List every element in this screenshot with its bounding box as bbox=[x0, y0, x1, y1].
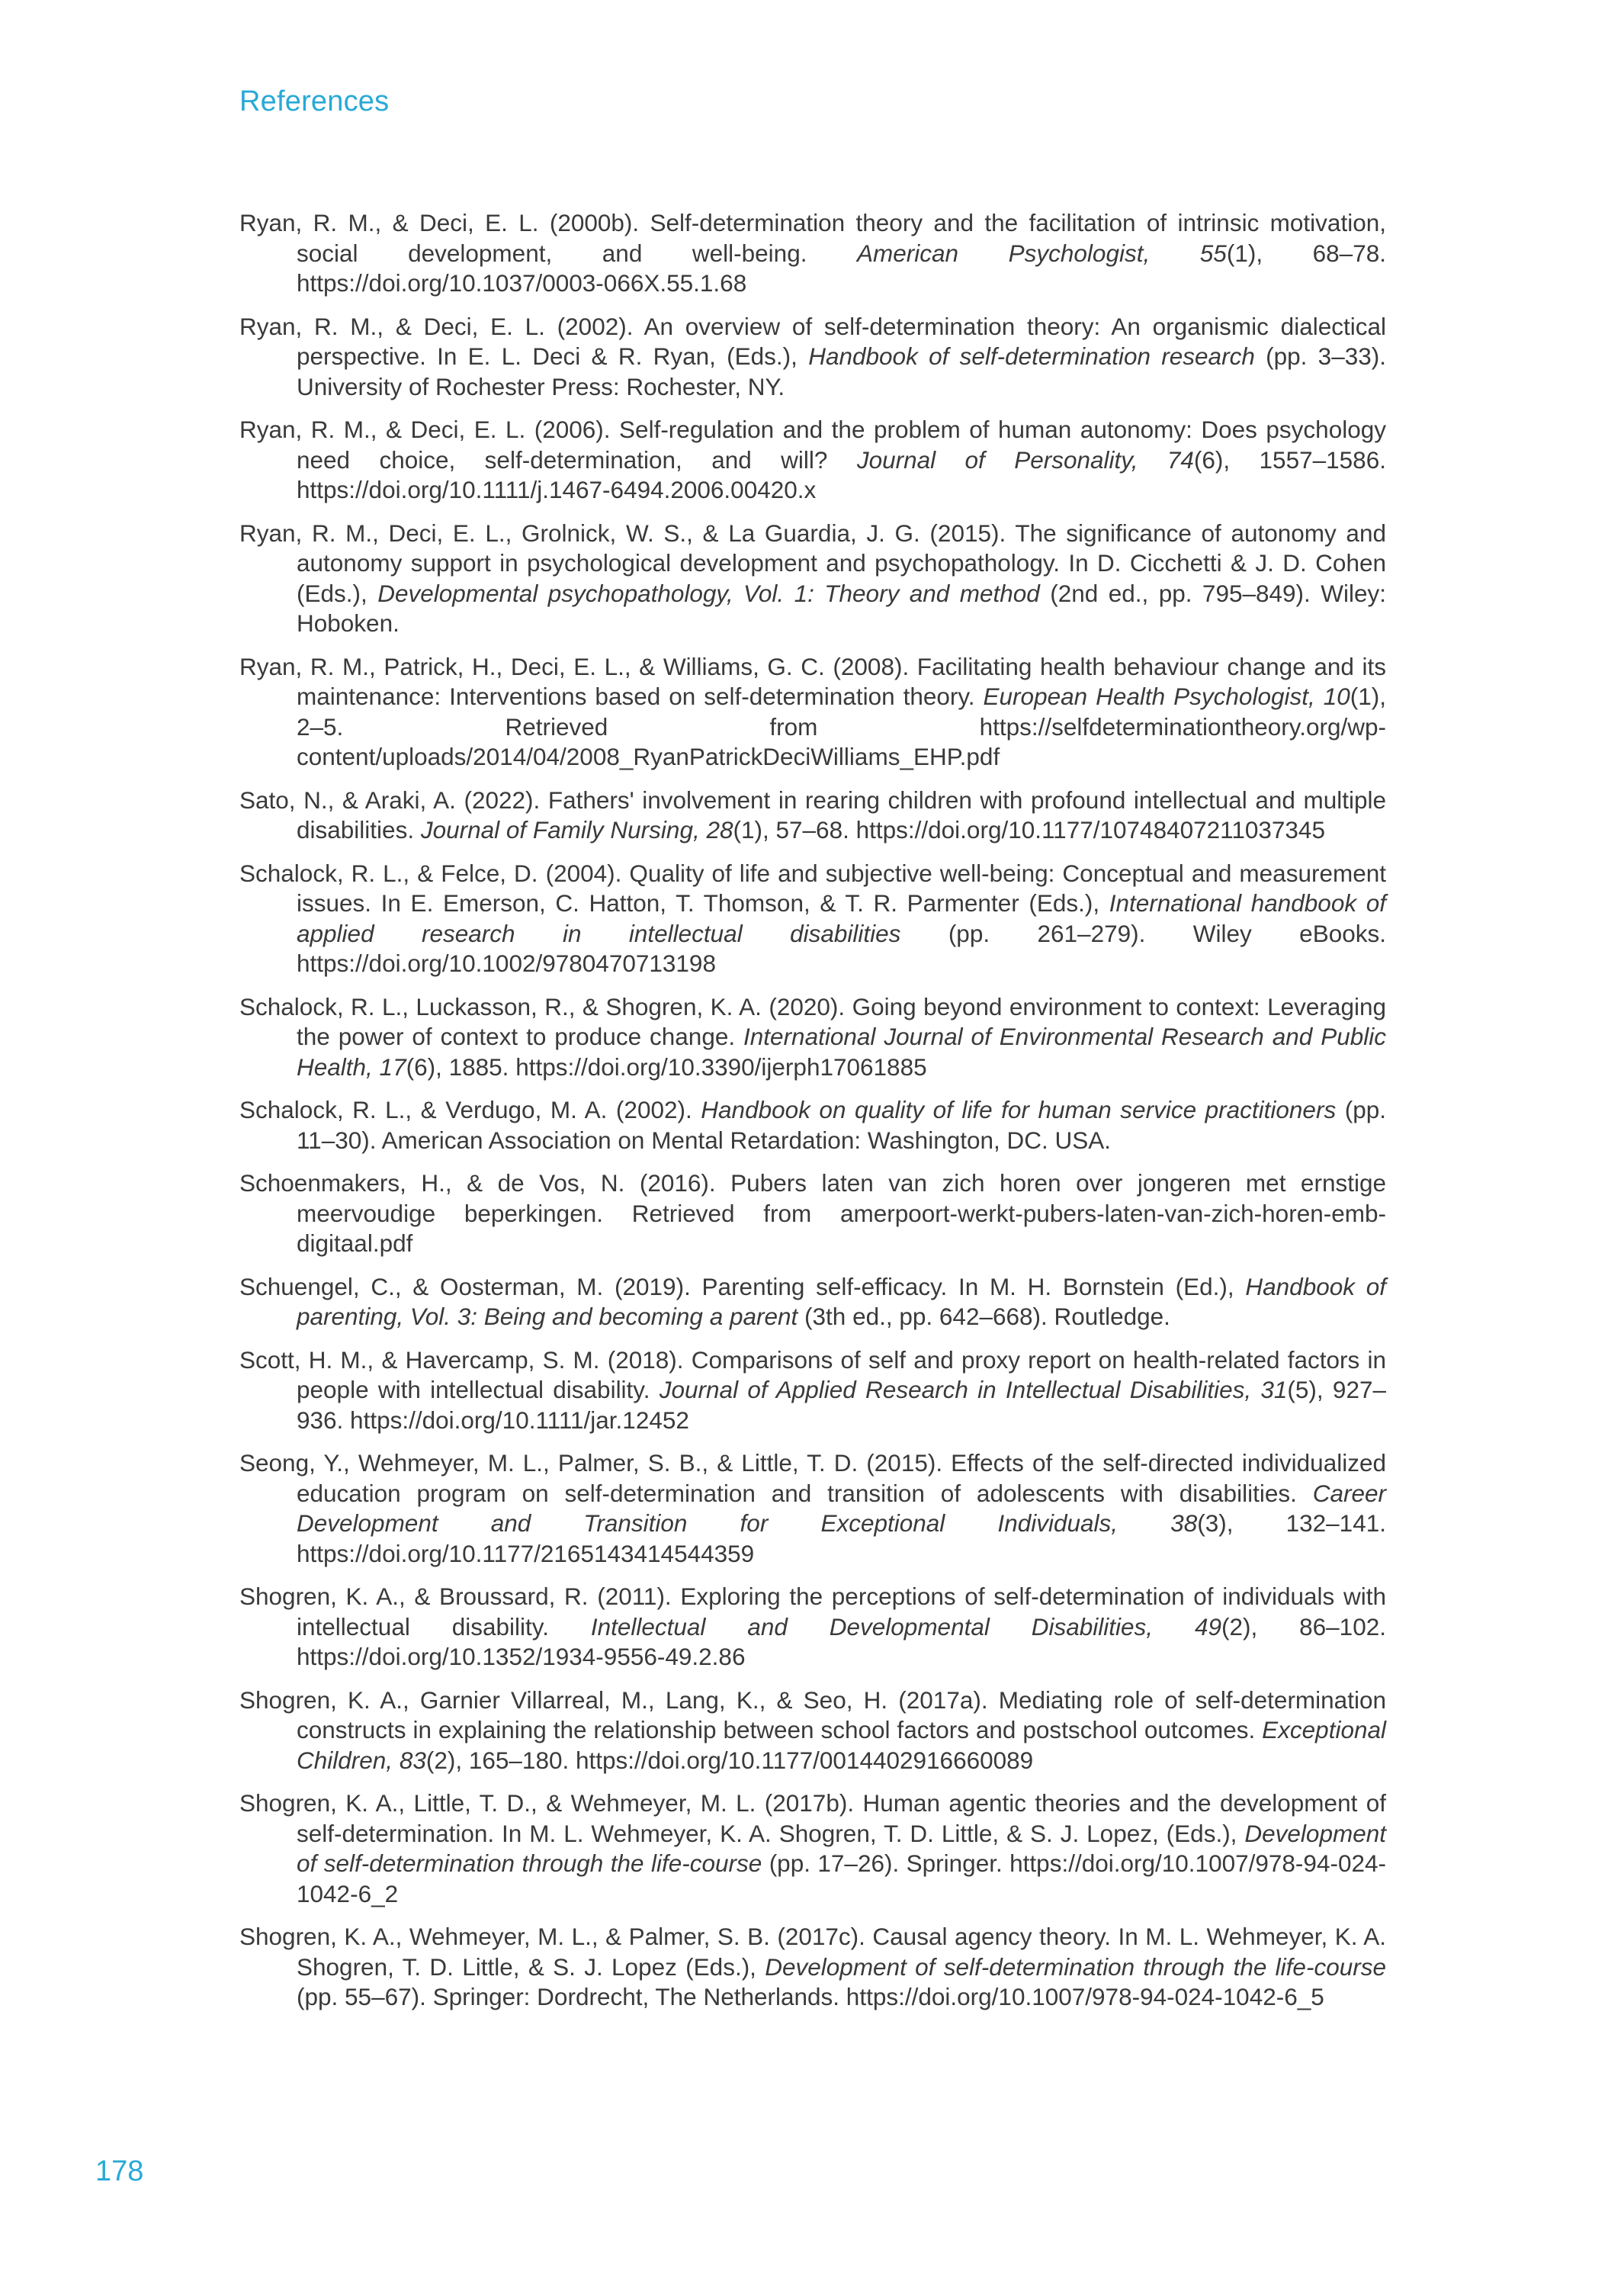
reference-item bbox=[239, 415, 1386, 506]
reference-item bbox=[239, 1788, 1386, 1909]
reference-details: (pp. 11–30). American Association on Mental Retardation: Washington, DC. USA. bbox=[297, 1096, 1387, 1154]
reference-text: Sato, N., & Araki, A. (2022). Fathers' involvement in rearing children with profound intellectual and multiple disabilities. bbox=[239, 786, 1386, 844]
reference-source: European Health Psychologist, 10 bbox=[983, 683, 1350, 710]
reference-text: Ryan, R. M., & Deci, E. L. (2000b). Self-determination theory and the facilitation of intrinsic motivation, social development, and well-being. bbox=[239, 209, 1386, 267]
reference-details: (3), 132–141. https://doi.org/10.1177/2165143414544359 bbox=[297, 1509, 1386, 1567]
reference-text: Shogren, K. A., & Broussard, R. (2011). Exploring the perceptions of self-determination of individuals with intellectual disability. bbox=[239, 1583, 1386, 1640]
reference-item bbox=[239, 208, 1386, 299]
reference-source: International handbook of applied research in intellectual disabilities bbox=[297, 889, 1386, 947]
reference-details: (pp. 3–33). University of Rochester Press: Rochester, NY. bbox=[297, 342, 1386, 400]
section-title: References bbox=[239, 85, 390, 117]
reference-text: Ryan, R. M., & Deci, E. L. (2002). An overview of self-determination theory: An organismic dialectical perspective. In E. L. Deci & R. Ryan, (Eds.), bbox=[239, 312, 1386, 370]
reference-text: Ryan, R. M., Patrick, H., Deci, E. L., & Williams, G. C. (2008). Facilitating health behaviour change and its maintenance: Interventions based on self-determination theory. bbox=[239, 652, 1386, 710]
reference-source: Career Development and Transition for Exceptional Individuals, 38 bbox=[297, 1479, 1386, 1537]
reference-item bbox=[239, 992, 1386, 1083]
reference-source: Journal of Applied Research in Intellectual Disabilities, 31 bbox=[659, 1376, 1288, 1403]
reference-item bbox=[239, 859, 1386, 979]
reference-source: Journal of Family Nursing, 28 bbox=[420, 816, 733, 844]
reference-text: Scott, H. M., & Havercamp, S. M. (2018). Comparisons of self and proxy report on health-related factors in people with intellectual disability. bbox=[239, 1345, 1386, 1403]
reference-text: Seong, Y., Wehmeyer, M. L., Palmer, S. B., & Little, T. D. (2015). Effects of the self-directed individualized education program on self-determination and transition of adolescents with disabilities. bbox=[239, 1449, 1386, 1507]
reference-text: Shogren, K. A., Wehmeyer, M. L., & Palmer, S. B. (2017c). Causal agency theory. In M. L. Wehmeyer, K. A. Shogren, T. D. Little, & S. J. Lopez (Eds.), bbox=[239, 1923, 1386, 1981]
reference-item bbox=[239, 1922, 1386, 2013]
reference-details: (2nd ed., pp. 795–849). Wiley: Hoboken. bbox=[297, 579, 1386, 637]
reference-details: (1), 2–5. Retrieved from https://selfdeterminationtheory.org/wp-content/uploads/2014/04/2008_RyanPatrickDeciWilliams_EHP.pdf bbox=[297, 683, 1386, 770]
reference-details: (1), 68–78. https://doi.org/10.1037/0003-066X.55.1.68 bbox=[297, 239, 1386, 297]
reference-item bbox=[239, 1448, 1386, 1569]
reference-details: (2), 165–180. https://doi.org/10.1177/0014402916660089 bbox=[425, 1746, 1034, 1774]
reference-source: Journal of Personality, 74 bbox=[856, 445, 1194, 474]
reference-item bbox=[239, 1685, 1386, 1776]
reference-source: International Journal of Environmental Research and Public Health, 17 bbox=[297, 1023, 1386, 1081]
reference-source: Handbook of parenting, Vol. 3: Being and becoming a parent bbox=[297, 1272, 1386, 1330]
reference-text: Schalock, R. L., & Felce, D. (2004). Quality of life and subjective well-being: Conceptual and measurement issues. In E. Emerson, C. Hatton, T. Thomson, & T. R. Parmenter (Eds.), bbox=[239, 859, 1386, 917]
reference-details: (6), 1885. https://doi.org/10.3390/ijerph17061885 bbox=[406, 1052, 927, 1081]
reference-details: (5), 927–936. https://doi.org/10.1111/jar.12452 bbox=[297, 1376, 1387, 1434]
reference-details: (6), 1557–1586. https://doi.org/10.1111/j.1467-6494.2006.00420.x bbox=[297, 445, 1386, 503]
reference-details: (2), 86–102. https://doi.org/10.1352/1934-9556-49.2.86 bbox=[297, 1612, 1386, 1670]
reference-details: (pp. 17–26). Springer. https://doi.org/10.1007/978-94-024-1042-6_2 bbox=[297, 1849, 1386, 1907]
reference-item bbox=[239, 1582, 1386, 1673]
reference-item bbox=[239, 1095, 1386, 1155]
reference-source: Developmental psychopathology, Vol. 1: Theory and method bbox=[377, 579, 1040, 607]
reference-item bbox=[239, 786, 1386, 846]
reference-text: Schalock, R. L., & Verdugo, M. A. (2002). bbox=[239, 1096, 701, 1123]
reference-text: Schuengel, C., & Oosterman, M. (2019). Parenting self-efficacy. In M. H. Bornstein (Ed.), bbox=[239, 1272, 1246, 1300]
reference-source: Intellectual and Developmental Disabilities, 49 bbox=[590, 1612, 1221, 1640]
reference-source: Handbook on quality of life for human service practitioners bbox=[701, 1096, 1337, 1123]
reference-item bbox=[239, 1345, 1386, 1436]
reference-item bbox=[239, 1272, 1386, 1332]
reference-item bbox=[239, 1168, 1386, 1259]
reference-source: American Psychologist, 55 bbox=[857, 239, 1227, 267]
reference-text: Ryan, R. M., Deci, E. L., Grolnick, W. S., & La Guardia, J. G. (2015). The significance of autonomy and autonomy support in psychological development and psychopathology. In D. Cicchetti & J. D. Cohen (Eds.), bbox=[239, 519, 1386, 607]
reference-details: (1), 57–68. https://doi.org/10.1177/10748407211037345 bbox=[733, 816, 1325, 844]
reference-item bbox=[239, 312, 1386, 403]
page-number: 178 bbox=[95, 2155, 144, 2187]
reference-source: Exceptional Children, 83 bbox=[297, 1716, 1386, 1774]
reference-source: Development of self-determination through the life-course bbox=[297, 1819, 1386, 1877]
reference-text: Ryan, R. M., & Deci, E. L. (2006). Self-regulation and the problem of human autonomy: Does psychology need choice, self-determination, and will? bbox=[239, 416, 1386, 474]
reference-source: Handbook of self-determination research bbox=[808, 342, 1255, 370]
reference-details: (pp. 261–279). Wiley eBooks. https://doi.org/10.1002/9780470713198 bbox=[297, 919, 1386, 977]
reference-details: (3th ed., pp. 642–668). Routledge. bbox=[798, 1303, 1170, 1330]
reference-item bbox=[239, 519, 1386, 639]
reference-source: Development of self-determination through the life-course bbox=[765, 1952, 1386, 1981]
reference-text: Schalock, R. L., Luckasson, R., & Shogren, K. A. (2020). Going beyond environment to context: Leveraging the power of context to produce change. bbox=[239, 992, 1386, 1050]
reference-text: Shogren, K. A., Garnier Villarreal, M., Lang, K., & Seo, H. (2017a). Mediating role of self-determination constructs in explaining the relationship between school factors and postschool outcomes. bbox=[239, 1685, 1386, 1743]
reference-text: Schoenmakers, H., & de Vos, N. (2016). Pubers laten van zich horen over jongeren met ernstige meervoudige beperkingen. Retrieved from amerpoort-werkt-pubers-laten-van-zich-horen-emb-digitaal.pdf bbox=[239, 1169, 1386, 1257]
reference-list bbox=[239, 208, 1386, 2026]
reference-text: Shogren, K. A., Little, T. D., & Wehmeyer, M. L. (2017b). Human agentic theories and the development of self-determination. In M. L. Wehmeyer, K. A. Shogren, T. D. Little, & S. J. Lopez, (Eds.), bbox=[239, 1789, 1386, 1847]
reference-details: (pp. 55–67). Springer: Dordrecht, The Netherlands. https://doi.org/10.1007/978-94-024-1042-6_5 bbox=[297, 1983, 1324, 2010]
reference-item bbox=[239, 652, 1386, 773]
